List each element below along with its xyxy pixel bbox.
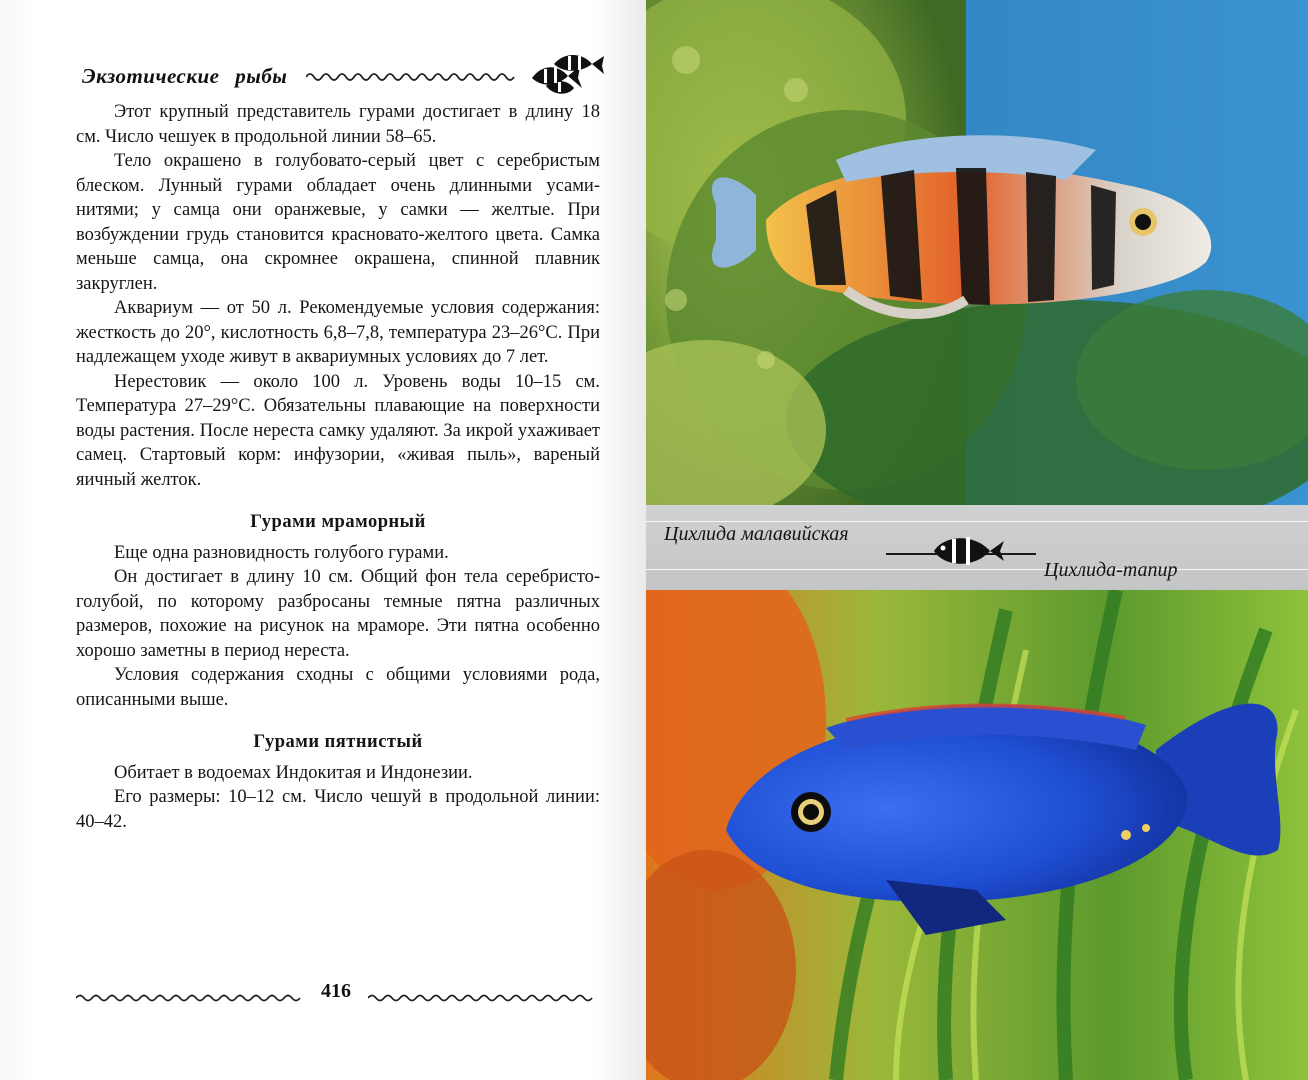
paragraph: Тело окрашено в голубовато-серый цвет с серебристым блеском. Лунный гурами обладает очень длинными усами-нитями; у самца они оранжевые, у самки — желтые. При возбуждении грудь становится красновато-желтого цвета. Самка меньше самца, она скромнее окрашена, спинной плавник закруглен. — [76, 151, 600, 294]
page-footer — [76, 980, 600, 1014]
section-heading-marbled-gourami: Гурами мраморный — [250, 512, 426, 532]
running-head-title: Экзотические рыбы — [82, 64, 288, 88]
body-text — [76, 100, 600, 834]
right-page — [646, 0, 1308, 1080]
fish-emblem-icon — [928, 531, 1008, 571]
fish-group-icon — [524, 52, 606, 100]
running-head — [76, 58, 606, 98]
photo-tapir-cichlid — [646, 590, 1308, 1080]
paragraph: Нерестовик — около 100 л. Уровень воды 10–15 см. Температура 27–29°С. Обязательны плавающие на поверхности воды растения. После нереста самку удаляют. За икрой ухаживает самец. Стартовый корм: инфузории, «живая пыль», вареный яичный желток. — [76, 371, 600, 490]
footer-wave-ornament-left — [76, 992, 301, 1004]
paragraph: Аквариум — от 50 л. Рекомендуемые условия содержания: жесткость до 20°, кислотность 6,8–7,8, температура 23–26°С. При надлежащем уходе живут в аквариумных условиях до 7 лет. — [76, 298, 600, 367]
section-heading-spotted-gourami: Гурами пятнистый — [253, 732, 423, 752]
footer-wave-ornament-right — [368, 992, 596, 1004]
left-page — [0, 0, 646, 1080]
header-wave-ornament — [306, 70, 521, 84]
page-number: 416 — [321, 980, 351, 1002]
paragraph: Он достигает в длину 10 см. Общий фон тела серебристо-голубой, по которому разбросаны темные пятна различных размеров, похожие на рисунок на мраморе. Эти пятна особенно хорошо заметны в период нереста. — [76, 567, 600, 661]
paragraph: Еще одна разновидность голубого гурами. — [114, 542, 449, 563]
paragraph: Его размеры: 10–12 см. Число чешуй в продольной линии: 40–42. — [76, 787, 600, 832]
paragraph: Этот крупный представитель гурами достигает в длину 18 см. Число чешуек в продольной линии 58–65. — [76, 102, 600, 147]
paragraph: Условия содержания сходны с общими условиями рода, описанными выше. — [76, 665, 600, 710]
caption-band — [646, 505, 1308, 590]
photo-malawi-cichlid — [646, 0, 1308, 505]
paragraph: Обитает в водоемах Индокитая и Индонезии. — [114, 762, 473, 783]
caption-tapir-cichlid: Цихлида-тапир — [1044, 559, 1178, 581]
caption-malawi-cichlid: Цихлида малавийская — [664, 523, 849, 545]
